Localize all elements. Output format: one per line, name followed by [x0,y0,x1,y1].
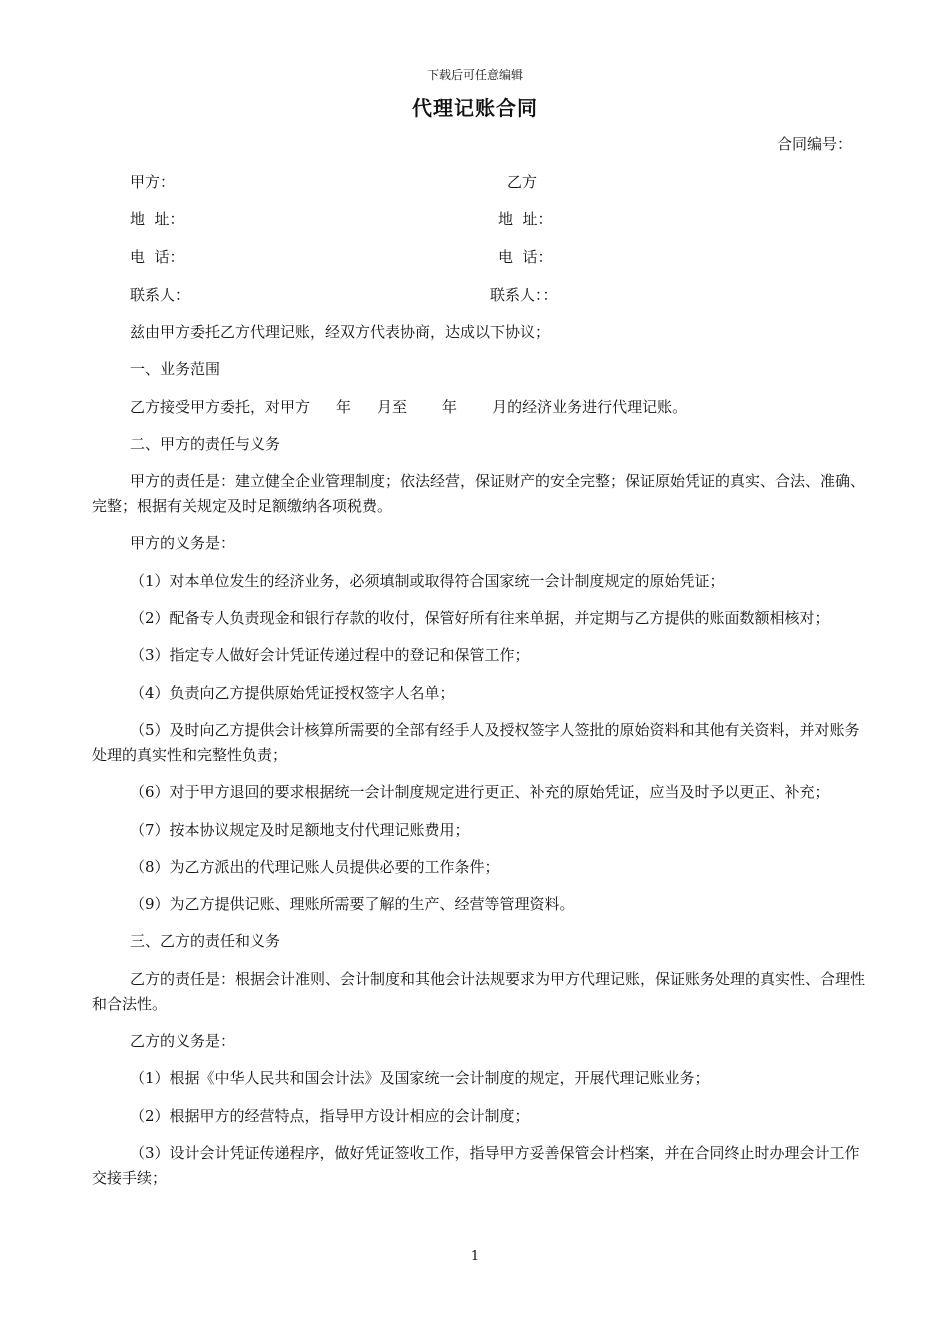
party-a-contact: 联系人： [130,286,191,304]
party-b-responsibility: 乙方的责任是：根据会计准则、会计制度和其他会计法规要求为甲方代理记账，保证账务处理的真实性、合理性和合法性。 [92,969,866,1013]
party-b-duty-heading: 乙方的义务是： [130,1032,236,1051]
section-1-paragraph [92,395,867,420]
party-b-duty-item: （1）根据《中华人民共和国会计法》及国家统一会计制度的规定，开展代理记账业务； [130,1069,710,1088]
party-a-duty-item: （1）对本单位发生的经济业务，必须填制或取得符合国家统一会计制度规定的原始凭证； [130,571,725,590]
party-b-phone: 电 话： [498,248,553,266]
party-a-duty-item: （7）按本协议规定及时足额地支付代理记账费用； [130,820,470,839]
contract-number-label: 合同编号： [776,135,852,153]
section-2-heading: 二、甲方的责任与义务 [130,434,281,453]
party-a-label: 甲方： [130,173,176,191]
party-row-phone [0,246,950,270]
scope-year-1: 年 [336,397,352,416]
party-b-address: 地 址： [498,210,553,228]
scope-month-1: 月至 [377,397,408,416]
contract-body [92,320,867,1203]
party-a-address: 地 址： [130,210,185,228]
intro-paragraph: 兹由甲方委托乙方代理记账，经双方代表协商，达成以下协议； [130,323,551,341]
party-a-duty-item: （5）及时向乙方提供会计核算所需要的全部有经手人及授权签字人签批的原始资料和其他有关资料，并对账务处理的真实性和完整性负责； [92,720,860,764]
section-1-heading: 一、业务范围 [130,360,221,379]
scope-year-2: 年 [442,397,458,416]
document-title: 代理记账合同 [412,96,538,120]
header-note: 下载后可任意编辑 [426,68,523,82]
party-row-name [0,171,950,195]
scope-text-b: 月的经济业务进行代理记账。 [492,397,688,416]
party-a-duty-item: （4）负责向乙方提供原始凭证授权签字人名单； [130,683,455,702]
party-b-contact: 联系人：： [490,286,558,304]
party-a-duty-item: （8）为乙方派出的代理记账人员提供必要的工作条件； [130,857,500,876]
party-a-phone: 电 话： [130,248,185,266]
party-b-duty-item: （3）设计会计凭证传递程序，做好凭证签收工作，指导甲方妥善保管会计档案，并在合同终止时办理会计工作交接手续； [92,1143,860,1187]
section-3-heading: 三、乙方的责任和义务 [130,932,281,951]
party-row-contact [0,284,950,308]
party-b-label: 乙方 [507,173,538,191]
party-a-duty-item: （9）为乙方提供记账、理账所需要了解的生产、经营等管理资料。 [130,895,575,914]
scope-text-a: 乙方接受甲方委托，对甲方 [130,397,311,416]
party-a-duty-item: （3）指定专人做好会计凭证传递过程中的登记和保管工作； [130,646,530,665]
page-number: 1 [470,1249,480,1264]
party-a-responsibility: 甲方的责任是：建立健全企业管理制度；依法经营，保证财产的安全完整；保证原始凭证的真实、合法、准确、完整；根据有关规定及时足额缴纳各项税费。 [92,472,866,516]
party-a-duty-heading: 甲方的义务是： [130,534,236,553]
party-a-duty-item: （2）配备专人负责现金和银行存款的收付，保管好所有往来单据，并定期与乙方提供的账面数额相核对； [130,609,830,628]
party-a-duty-item: （6）对于甲方退回的要求根据统一会计制度规定进行更正、补充的原始凭证，应当及时予以更正、补充； [130,783,830,802]
party-b-duty-item: （2）根据甲方的经营特点，指导甲方设计相应的会计制度； [130,1106,530,1125]
party-row-address [0,208,950,232]
